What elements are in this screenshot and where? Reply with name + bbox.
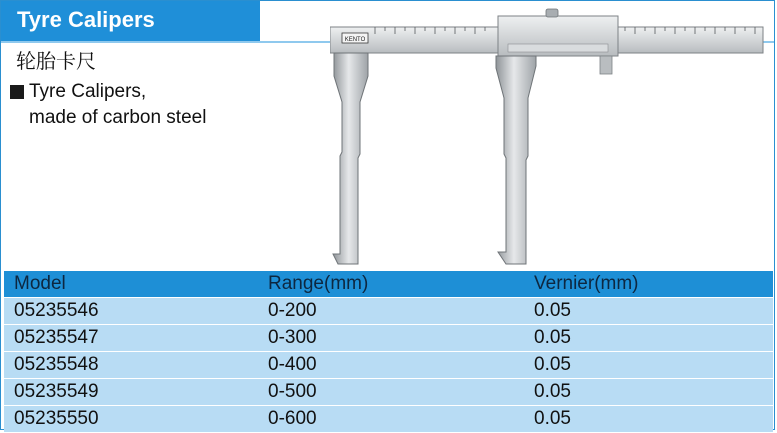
- model-cell: 05235548: [4, 352, 258, 379]
- table-row: [4, 379, 773, 406]
- column-header-model: Model: [4, 271, 258, 298]
- brand-logo: KENTO: [344, 37, 366, 43]
- table-row: [4, 298, 773, 325]
- spec-table: [4, 271, 773, 433]
- vernier-cell: 0.05: [524, 325, 773, 352]
- vernier-cell: 0.05: [524, 298, 773, 325]
- range-cell: 0-600: [258, 406, 524, 433]
- table-row: [4, 406, 773, 433]
- sliding-jaw: [496, 56, 536, 264]
- table-row: [4, 325, 773, 352]
- fixed-jaw: [333, 53, 368, 264]
- vernier-cell: 0.05: [524, 352, 773, 379]
- table-row: [4, 352, 773, 379]
- vernier-window: [508, 44, 608, 52]
- thumb-screw-icon: [546, 9, 558, 17]
- clamp-tab: [600, 56, 612, 74]
- model-cell: 05235546: [4, 298, 258, 325]
- description-line-1: [10, 81, 146, 103]
- model-cell: 05235547: [4, 325, 258, 352]
- model-cell: 05235550: [4, 406, 258, 433]
- range-cell: 0-200: [258, 298, 524, 325]
- column-header-vernier: Vernier(mm): [524, 271, 773, 298]
- column-header-range: Range(mm): [258, 271, 524, 298]
- title-bar: [1, 1, 260, 41]
- page-title: Tyre Calipers: [17, 7, 155, 32]
- range-cell: 0-500: [258, 379, 524, 406]
- square-bullet-icon: [10, 85, 24, 99]
- range-cell: 0-400: [258, 352, 524, 379]
- chinese-subtitle: 轮胎卡尺: [16, 51, 96, 73]
- caliper-illustration: [330, 6, 765, 268]
- table-header-row: [4, 271, 773, 298]
- vernier-cell: 0.05: [524, 379, 773, 406]
- model-cell: 05235549: [4, 379, 258, 406]
- description-line-2: made of carbon steel: [29, 107, 207, 128]
- description-text-1: Tyre Calipers,: [29, 81, 147, 102]
- vernier-cell: 0.05: [524, 406, 773, 433]
- range-cell: 0-300: [258, 325, 524, 352]
